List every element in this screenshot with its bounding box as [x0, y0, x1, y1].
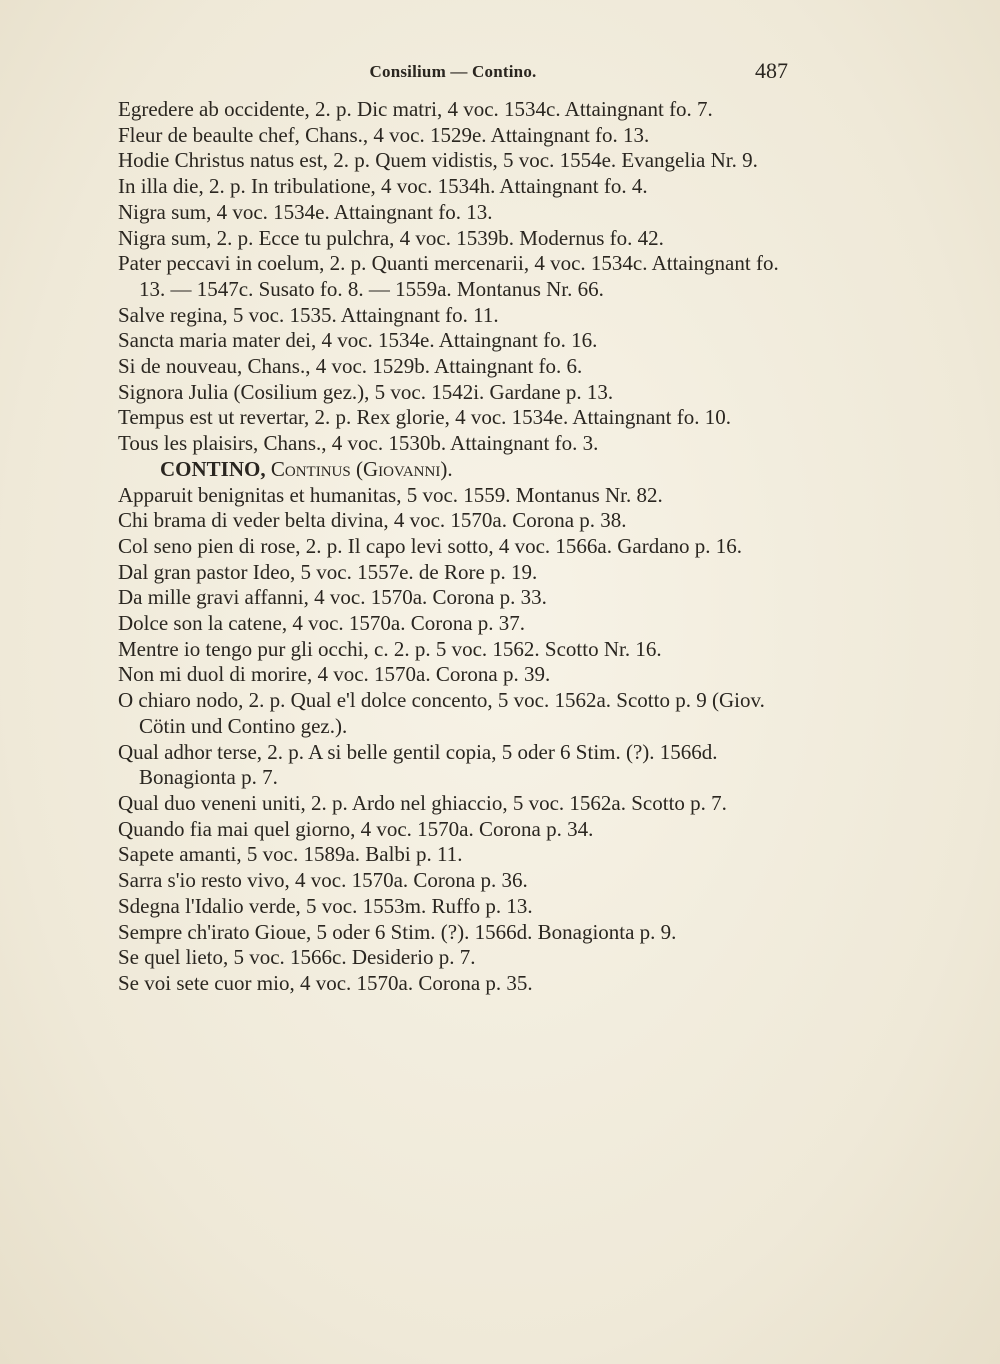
- entry-in-illa-die: In illa die, 2. p. In tribulatione, 4 voc. 1534h. Attaingnant fo. 4.: [118, 174, 648, 199]
- entry-sempre: Sempre ch'irato Gioue, 5 oder 6 Stim. (?). 1566d. Bonagionta p. 9.: [118, 919, 677, 944]
- entry-qual-adhor: Qual adhor terse, 2. p. A si belle gentil copia, 5 oder 6 Stim. (?). 1566d. Bonagionta p. 7.: [118, 739, 718, 790]
- entry-apparuit: Apparuit benignitas et humanitas, 5 voc. 1559. Montanus Nr. 82.: [118, 482, 663, 507]
- entry-sdegna: Sdegna l'Idalio verde, 5 voc. 1553m. Ruffo p. 13.: [118, 893, 533, 918]
- entry-hodie: Hodie Christus natus est, 2. p. Quem vidistis, 5 voc. 1554e. Evangelia Nr. 9.: [118, 148, 758, 173]
- entry-chi-brama: Chi brama di veder belta divina, 4 voc. 1570a. Corona p. 38.: [118, 508, 627, 533]
- entry-nigra-sum-2: Nigra sum, 2. p. Ecce tu pulchra, 4 voc. 1539b. Modernus fo. 42.: [118, 225, 664, 250]
- entry-quando-fia: Quando fia mai quel giorno, 4 voc. 1570a. Corona p. 34.: [118, 816, 594, 841]
- running-head: Consilium — Contino.: [369, 62, 537, 81]
- entry-salve-regina: Salve regina, 5 voc. 1535. Attaingnant fo. 11.: [118, 302, 499, 327]
- entry-signora-julia: Signora Julia (Cosilium gez.), 5 voc. 1542i. Gardane p. 13.: [118, 379, 614, 404]
- entry-nigra-sum-1: Nigra sum, 4 voc. 1534e. Attaingnant fo. 13.: [118, 199, 493, 224]
- heading-name: CONTINO,: [160, 456, 266, 481]
- page-number: 487: [755, 58, 788, 83]
- entry-se-quel-lieto: Se quel lieto, 5 voc. 1566c. Desiderio p. 7.: [118, 945, 476, 970]
- entry-fleur: Fleur de beaulte chef, Chans., 4 voc. 1529e. Attaingnant fo. 13.: [118, 122, 650, 147]
- entry-si-de-nouveau: Si de nouveau, Chans., 4 voc. 1529b. Attaingnant fo. 6.: [118, 354, 583, 379]
- entry-sancta-maria: Sancta maria mater dei, 4 voc. 1534e. Attaingnant fo. 16.: [118, 328, 598, 353]
- entry-sapete-amanti: Sapete amanti, 5 voc. 1589a. Balbi p. 11.: [118, 842, 463, 867]
- entry-o-chiaro-nodo: O chiaro nodo, 2. p. Qual e'l dolce concento, 5 voc. 1562a. Scotto p. 9 (Giov. Cötin und Contino gez.).: [118, 688, 765, 738]
- entry-qual-duo: Qual duo veneni uniti, 2. p. Ardo nel ghiaccio, 5 voc. 1562a. Scotto p. 7.: [118, 790, 727, 815]
- entry-mentre-io: Mentre io tengo pur gli occhi, c. 2. p. 5 voc. 1562. Scotto Nr. 16.: [118, 636, 662, 661]
- entry-non-mi-duol: Non mi duol di morire, 4 voc. 1570a. Corona p. 39.: [118, 662, 551, 687]
- entry-tous-les-plaisirs: Tous les plaisirs, Chans., 4 voc. 1530b. Attaingnant fo. 3.: [118, 431, 599, 456]
- entry-dolce-son: Dolce son la catene, 4 voc. 1570a. Corona p. 37.: [118, 611, 526, 636]
- entry-pater-peccavi: Pater peccavi in coelum, 2. p. Quanti mercenarii, 4 voc. 1534c. Attaingnant fo. 13. — 1547c. Susato fo. 8. — 1559a. Montanus Nr. 66.: [118, 251, 779, 301]
- entry-col-seno: Col seno pien di rose, 2. p. Il capo levi sotto, 4 voc. 1566a. Gardano p. 16.: [118, 533, 743, 558]
- page-header: [118, 58, 788, 88]
- entry-se-voi-sete: Se voi sete cuor mio, 4 voc. 1570a. Corona p. 35.: [118, 970, 533, 995]
- entry-egredere: Egredere ab occidente, 2. p. Dic matri, 4 voc. 1534c. Attaingnant fo. 7.: [118, 97, 713, 121]
- entry-sarra: Sarra s'io resto vivo, 4 voc. 1570a. Corona p. 36.: [118, 868, 528, 893]
- entry-dal-gran-pastor: Dal gran pastor Ideo, 5 voc. 1557e. de Rore p. 19.: [118, 559, 538, 584]
- section-heading-contino: [160, 457, 790, 483]
- entry-tempus-est: Tempus est ut revertar, 2. p. Rex glorie, 4 voc. 1534e. Attaingnant fo. 10.: [118, 405, 731, 430]
- heading-latin-name: Continus (Giovanni).: [270, 456, 453, 481]
- entry-list: [118, 97, 790, 997]
- entry-da-mille: Da mille gravi affanni, 4 voc. 1570a. Corona p. 33.: [118, 585, 547, 610]
